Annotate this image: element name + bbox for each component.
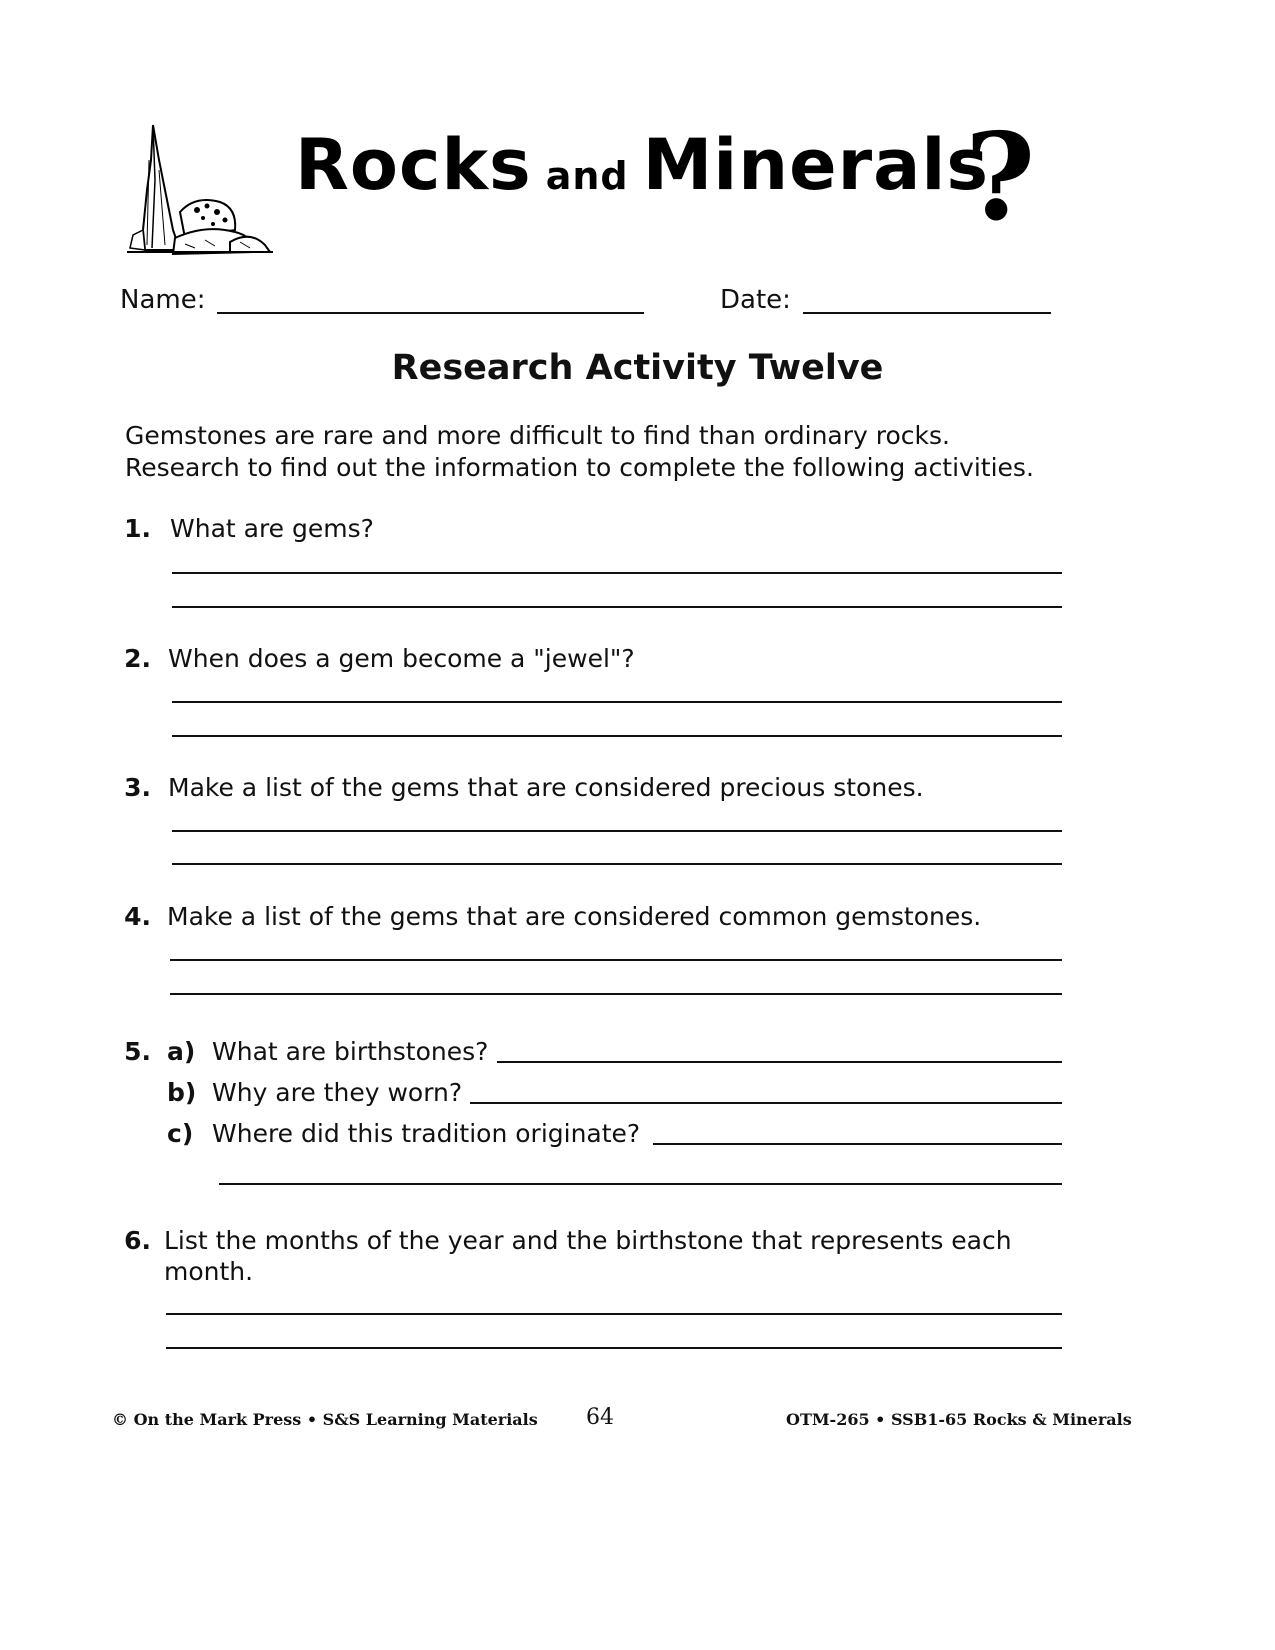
question-text-line-1: List the months of the year and the birthstone that represents each bbox=[164, 1226, 1012, 1255]
intro-paragraph bbox=[125, 420, 1125, 484]
answer-line[interactable] bbox=[172, 701, 1062, 703]
page-title bbox=[295, 124, 990, 206]
question-number: 6. bbox=[124, 1226, 151, 1255]
answer-line[interactable] bbox=[166, 1313, 1062, 1315]
page-number: 64 bbox=[586, 1405, 614, 1430]
rock-formation-icon bbox=[125, 120, 275, 270]
question-number: 3. bbox=[124, 773, 151, 802]
question-number: 2. bbox=[124, 644, 151, 673]
answer-line[interactable] bbox=[653, 1143, 1062, 1145]
question-mark-icon: ? bbox=[965, 107, 1036, 248]
question-text: What are gems? bbox=[170, 514, 374, 543]
footer-publisher: © On the Mark Press • S&S Learning Materials bbox=[112, 1410, 538, 1429]
question-number: 1. bbox=[124, 514, 151, 543]
sub-question-text: Why are they worn? bbox=[212, 1078, 463, 1107]
sub-question-letter: c) bbox=[167, 1119, 194, 1148]
question-number: 4. bbox=[124, 902, 151, 931]
question-text: Make a list of the gems that are considered common gemstones. bbox=[167, 902, 982, 931]
question-text: When does a gem become a "jewel"? bbox=[168, 644, 635, 673]
answer-line[interactable] bbox=[170, 993, 1062, 995]
name-label: Name: bbox=[120, 285, 206, 315]
answer-line[interactable] bbox=[172, 735, 1062, 737]
answer-line[interactable] bbox=[172, 863, 1062, 865]
intro-line-2: Research to find out the information to complete the following activities. bbox=[125, 453, 1034, 482]
title-and: and bbox=[545, 154, 629, 198]
title-rocks: Rocks bbox=[295, 124, 532, 206]
answer-line[interactable] bbox=[170, 959, 1062, 961]
date-label: Date: bbox=[720, 285, 791, 315]
answer-line[interactable] bbox=[219, 1183, 1062, 1185]
answer-line[interactable] bbox=[166, 1347, 1062, 1349]
question-number: 5. bbox=[124, 1037, 151, 1066]
sub-question-text: What are birthstones? bbox=[212, 1037, 489, 1066]
activity-heading: Research Activity Twelve bbox=[391, 348, 884, 388]
name-field[interactable] bbox=[217, 312, 644, 314]
answer-line[interactable] bbox=[172, 606, 1062, 608]
sub-question-text: Where did this tradition originate? bbox=[212, 1119, 641, 1148]
answer-line[interactable] bbox=[172, 830, 1062, 832]
question-text-line-2: month. bbox=[164, 1257, 254, 1286]
title-minerals: Minerals bbox=[642, 124, 990, 206]
intro-line-1: Gemstones are rare and more difficult to find than ordinary rocks. bbox=[125, 421, 950, 450]
answer-line[interactable] bbox=[497, 1061, 1062, 1063]
question-text: Make a list of the gems that are considered precious stones. bbox=[168, 773, 924, 802]
answer-line[interactable] bbox=[172, 572, 1062, 574]
sub-question-letter: b) bbox=[167, 1078, 197, 1107]
footer-product-code: OTM-265 • SSB1-65 Rocks & Minerals bbox=[786, 1410, 1132, 1429]
date-field[interactable] bbox=[803, 312, 1051, 314]
answer-line[interactable] bbox=[470, 1102, 1062, 1104]
sub-question-letter: a) bbox=[167, 1037, 196, 1066]
